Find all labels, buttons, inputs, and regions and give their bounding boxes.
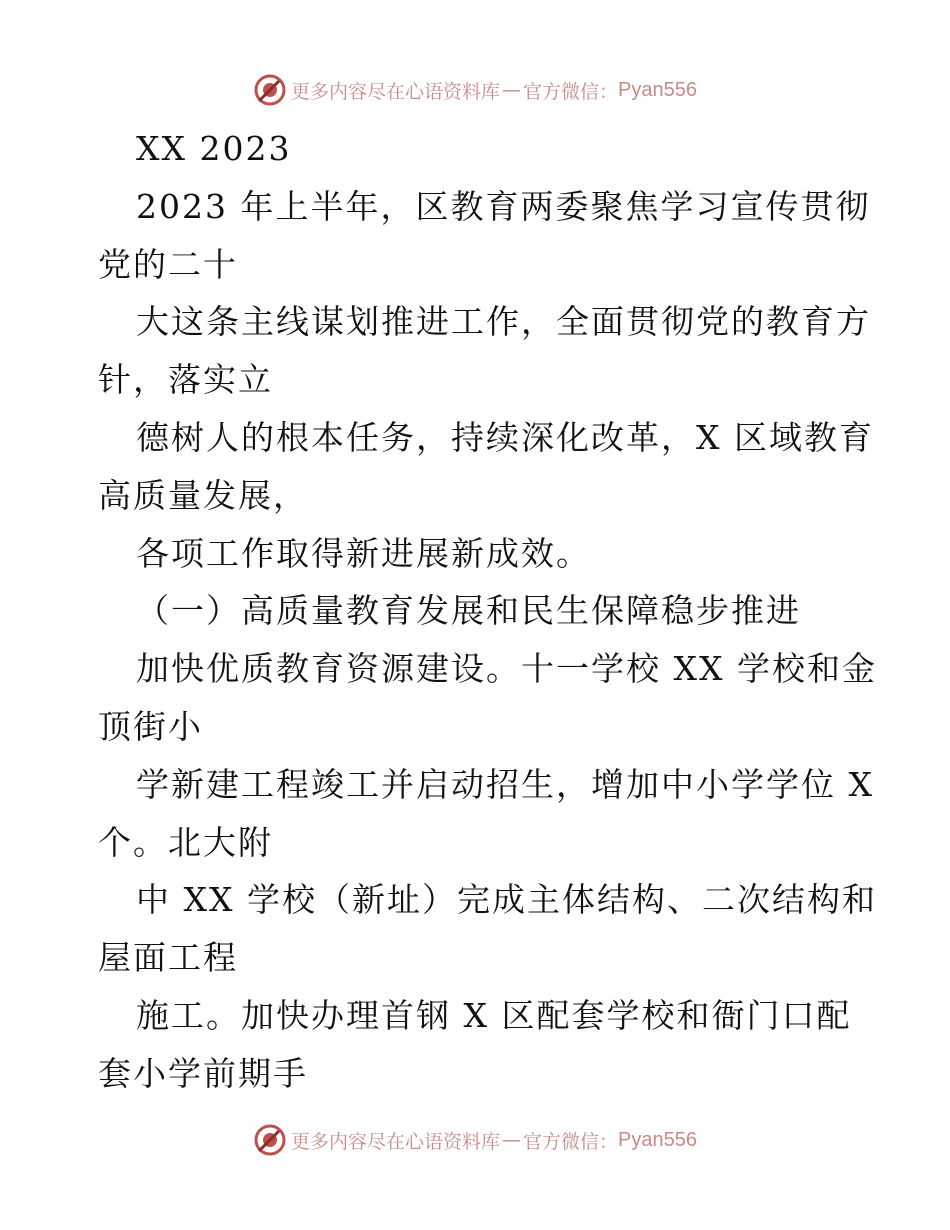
text-line: （一）高质量教育发展和民生保障稳步推进 (136, 591, 801, 631)
text-line: 屋面工程 (98, 938, 238, 978)
footer-watermark (0, 1120, 950, 1160)
watermark-dash: — (502, 79, 522, 101)
text-line: 学新建工程竣工并启动招生，增加中小学学位 X (136, 764, 874, 804)
text-line: 2023 年上半年，区教育两委聚焦学习宣传贯彻 (136, 186, 871, 226)
watermark-dash: — (502, 1129, 522, 1151)
text-line: 针，落实立 (98, 360, 273, 400)
watermark-account: Pyan556 (618, 78, 697, 101)
text-line: 个。北大附 (98, 822, 273, 862)
text-line: 高质量发展， (98, 475, 308, 515)
text-line: 顶街小 (98, 706, 203, 746)
brand-logo-icon (253, 73, 287, 107)
watermark-suffix: 官方微信： (523, 1130, 619, 1153)
watermark-suffix: 官方微信： (523, 80, 619, 103)
text-line: XX 2023 (136, 129, 292, 168)
text-line: 中 XX 学校（新址）完成主体结构、二次结构和 (136, 880, 877, 920)
text-line: 各项工作取得新进展新成效。 (136, 533, 591, 573)
watermark-account: Pyan556 (618, 1128, 697, 1151)
header-watermark (0, 70, 950, 110)
watermark-brand: 更多内容尽在心语资料库 (291, 80, 501, 103)
watermark-brand: 更多内容尽在心语资料库 (291, 1130, 501, 1153)
document-body (98, 120, 877, 1103)
text-line: 大这条主线谋划推进工作，全面贯彻党的教育方 (136, 302, 871, 342)
text-line: 施工。加快办理首钢 X 区配套学校和衙门口配 (136, 995, 852, 1035)
text-line: 加快优质教育资源建设。十一学校 XX 学校和金 (136, 649, 877, 689)
text-line: 套小学前期手 (98, 1053, 308, 1093)
brand-logo-icon (253, 1123, 287, 1157)
text-line: 德树人的根本任务，持续深化改革，X 区域教育 (136, 417, 874, 457)
text-line: 党的二十 (98, 244, 238, 284)
